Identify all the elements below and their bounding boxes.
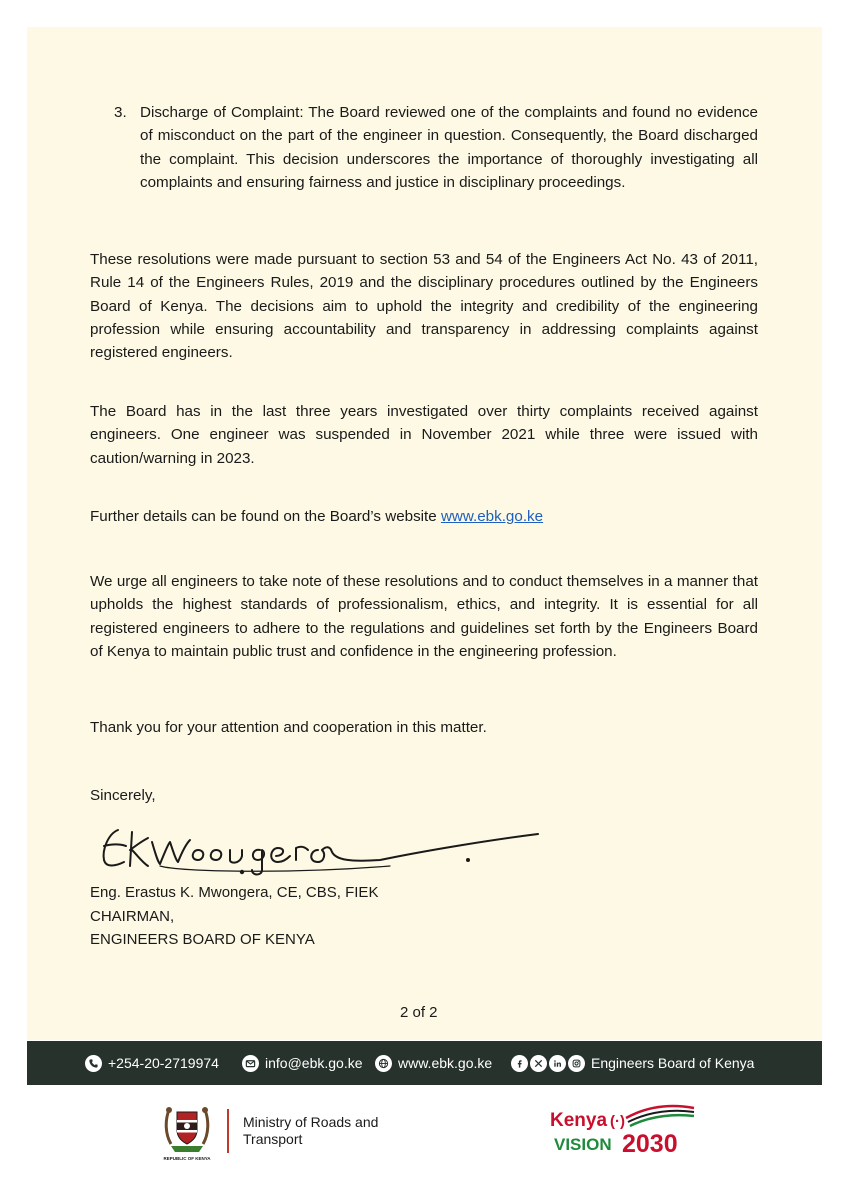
coat-of-arms-caption: REPUBLIC OF KENYA [163,1156,211,1161]
email-address: info@ebk.go.ke [265,1055,363,1071]
footer-social [511,1041,754,1085]
ministry-name-line1: Ministry of Roads and [243,1114,379,1130]
vision-shield-glyph: (·) [610,1113,625,1130]
handwritten-signature [90,816,560,878]
instagram-icon[interactable] [568,1055,585,1072]
list-number: 3. [114,104,127,121]
ministry-name-line2: Transport [243,1131,303,1147]
globe-icon [375,1055,392,1072]
signatory-organization: ENGINEERS BOARD OF KENYA [90,931,315,948]
linkedin-icon[interactable] [549,1055,566,1072]
urge-paragraph: We urge all engineers to take note of these resolutions and to conduct themselves in a manner that upholds the highest standards of professionalism, ethics, and integrity. It is essential for all registered engineers to adhere to the regulations and guidelines set forth by the Engineers Board of Kenya to maintain public trust and confidence in the engineering profession. [90,573,758,660]
footer-phone[interactable] [85,1041,219,1085]
page-number: 2 of 2 [400,1004,438,1021]
vision-word: VISION [554,1135,612,1154]
history-paragraph: The Board has in the last three years investigated over thirty complaints received against engineers. One engineer was suspended in November 2021 while three were issued with caution/warning in 2023. [90,403,758,467]
footer-website[interactable] [375,1041,492,1085]
website-link[interactable]: www.ebk.go.ke [440,508,544,525]
ministry-logo [157,1100,378,1162]
phone-number: +254-20-2719974 [108,1055,219,1071]
closing-salutation: Sincerely, [90,787,156,804]
further-details-text: Further details can be found on the Board’s website [90,508,441,525]
phone-icon [85,1055,102,1072]
social-handle: Engineers Board of Kenya [591,1055,755,1071]
vision-kenya-word: Kenya [550,1110,608,1131]
thanks-paragraph: Thank you for your attention and cooperation in this matter. [90,719,487,736]
facebook-icon[interactable] [511,1055,528,1072]
ministry-name [227,1109,378,1153]
list-item-text: Discharge of Complaint: The Board reviewed one of the complaints and found no evidence of misconduct on the part of the engineer in question. Consequently, the Board discharged the complaint. This decision underscores the importance of thoroughly investigating all complaints and ensuring fairness and justice in disciplinary proceedings. [140,104,758,191]
signatory-block [90,881,378,952]
email-icon [242,1055,259,1072]
signatory-title: CHAIRMAN, [90,907,175,925]
contact-footer [27,1041,822,1085]
kenya-vision-2030-logo [548,1102,698,1158]
website-address: www.ebk.go.ke [398,1055,493,1071]
footer-email[interactable] [242,1041,363,1085]
signatory-name: Eng. Erastus K. Mwongera, CE, CBS, FIEK [90,884,379,901]
resolutions-paragraph: These resolutions were made pursuant to section 53 and 54 of the Engineers Act No. 43 of 2011, Rule 14 of the Engineers Rules, 2019 and the disciplinary procedures outlined by the Engineers Board of Kenya. The decisions aim to uphold the integrity and credibility of the engineering profession while ensuring accountability and transparency in addressing complaints against registered engineers. [90,251,758,362]
further-details-paragraph [90,505,758,528]
vision-year: 2030 [622,1130,678,1158]
x-twitter-icon[interactable] [530,1055,547,1072]
kenya-coat-of-arms-icon [157,1100,217,1162]
list-item-3 [114,101,758,194]
